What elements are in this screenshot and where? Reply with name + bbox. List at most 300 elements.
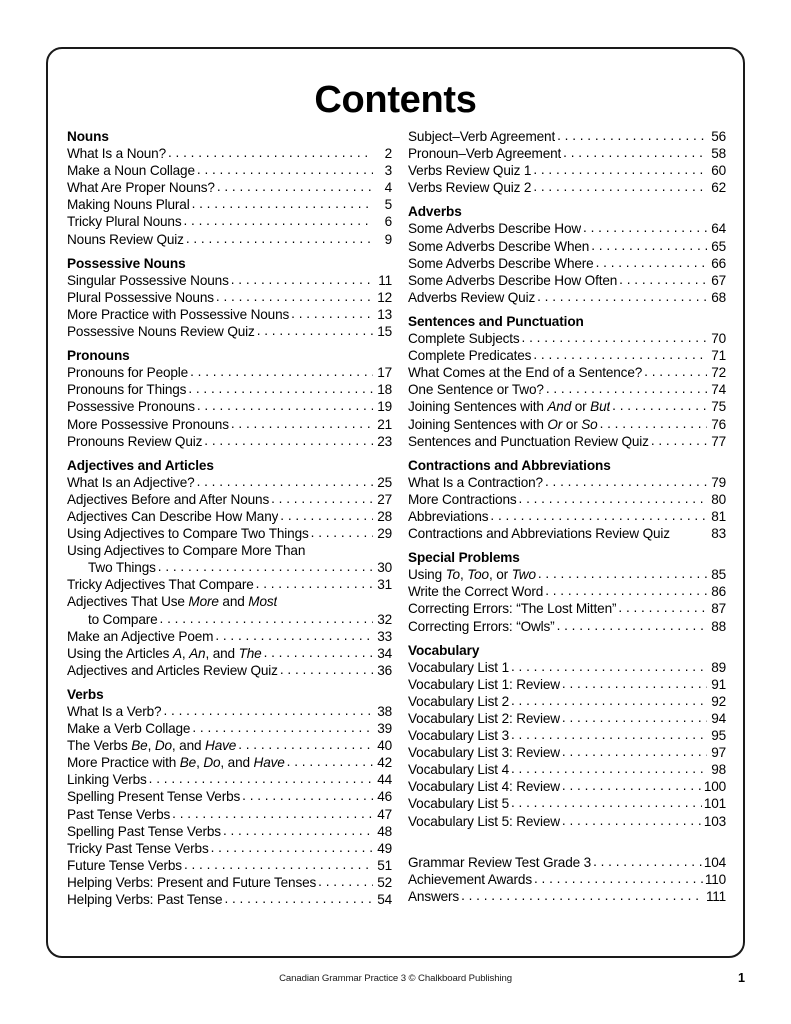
toc-entry[interactable] [408,381,726,398]
leader-dots [280,509,373,521]
toc-entry-page-number: 71 [711,348,726,364]
leader-dots [651,434,707,446]
toc-entry-page-number: 98 [711,762,726,778]
leader-dots [522,331,707,343]
toc-entry-page-number: 104 [703,854,726,870]
toc-entry-label: Vocabulary List 4 [408,762,509,778]
toc-entry[interactable] [408,255,726,272]
toc-entry-page-number: 103 [703,813,726,829]
toc-entry-page-number: 42 [377,755,392,771]
toc-entry-page-number: 85 [711,567,726,583]
toc-entry-label: Past Tense Verbs [67,806,171,822]
leader-dots [612,399,707,411]
leader-dots [257,324,373,336]
toc-entry-page-number: 44 [377,772,392,788]
toc-section [408,837,726,905]
section-heading: Adjectives and Articles [67,457,214,473]
toc-entry[interactable] [408,744,726,761]
toc-entry-label: Pronouns for Things [67,382,187,398]
toc-entry-page-number: 74 [711,382,726,398]
toc-entry-page-number: 25 [377,474,392,490]
toc-entry[interactable] [408,128,726,145]
toc-entry[interactable] [408,289,726,306]
toc-entry[interactable] [67,398,392,415]
toc-entry[interactable] [408,566,726,583]
section-heading: Contractions and Abbreviations [408,457,611,473]
toc-section [67,457,392,679]
toc-entry-label: More Practice with Possessive Nouns [67,306,290,322]
toc-entry-page-number: 38 [377,704,392,719]
toc-entry[interactable] [408,238,726,255]
toc-entry[interactable] [67,720,392,737]
toc-entry-label: Adverbs Review Quiz [408,289,536,305]
toc-entry-page-number: 89 [711,659,726,675]
toc-entry[interactable] [408,600,726,617]
toc-entry-page-number: 92 [711,693,726,709]
leader-dots [461,889,704,901]
leader-dots [264,646,373,658]
toc-entry[interactable] [67,162,392,179]
toc-entry[interactable] [408,676,726,693]
toc-entry-label: Make a Noun Collage [67,163,195,179]
leader-dots [149,772,373,784]
toc-entry-page-number: 101 [703,796,726,812]
toc-entry[interactable] [67,628,392,645]
leader-dots [211,841,373,853]
toc-section [408,549,726,634]
toc-entry-page-number: 28 [377,508,392,524]
toc-entry-page-number: 12 [377,289,392,305]
leader-dots [545,584,707,596]
toc-entry-page-number: 32 [377,611,392,627]
toc-entry[interactable] [408,491,726,508]
toc-entry-label: Correcting Errors: “The Lost Mitten” [408,601,617,617]
toc-columns [46,128,745,948]
toc-entry[interactable] [408,659,726,676]
toc-entry[interactable] [67,611,392,628]
leader-dots [188,382,373,394]
toc-entry-label: The Verbs Be, Do, and Have [67,738,237,754]
leader-dots [593,855,702,867]
toc-entry[interactable] [408,618,726,635]
leader-dots [591,239,707,251]
toc-entry-label: Using To, Too, or Two [408,567,536,583]
footer-page-number: 1 [737,971,745,985]
toc-entry-page-number: 49 [377,840,392,856]
leader-dots [619,273,707,285]
toc-entry[interactable] [408,364,726,381]
leader-dots [562,711,707,723]
toc-entry-page-number: 88 [711,618,726,634]
leader-dots [511,728,707,740]
toc-entry-page-number: 68 [711,289,726,305]
toc-entry-page-number: 2 [384,146,392,162]
toc-entry-page-number: 67 [711,272,726,288]
toc-entry-page-number: 36 [377,662,392,678]
toc-entry-label: What Is a Contraction? [408,474,543,490]
toc-entry-label: Vocabulary List 1: Review [408,676,560,692]
toc-entry-page-number: 54 [377,892,392,908]
toc-entry-label: Some Adverbs Describe When [408,238,590,254]
leader-dots [545,475,707,487]
toc-entry[interactable] [67,771,392,788]
leader-dots [184,214,374,226]
toc-entry-label: Pronouns Review Quiz [67,433,203,449]
toc-entry-label: Make a Verb Collage [67,721,191,737]
toc-entry[interactable] [67,645,392,662]
toc-entry[interactable] [408,433,726,450]
leader-dots [287,755,373,767]
toc-entry[interactable] [67,508,392,525]
toc-entry-page-number: 5 [384,197,392,213]
toc-entry[interactable] [408,416,726,433]
toc-entry[interactable] [67,840,392,857]
toc-entry[interactable] [67,213,392,230]
toc-entry-page-number: 47 [377,806,392,822]
toc-entry-label: Achievement Awards [408,871,532,887]
leader-dots [224,892,373,904]
toc-entry[interactable] [408,778,726,795]
toc-entry-label: Vocabulary List 4: Review [408,779,560,795]
toc-entry-page-number: 29 [377,526,392,542]
leader-dots [197,399,373,411]
toc-entry-page-number: 17 [377,365,392,381]
toc-entry-page-number: 75 [711,399,726,415]
toc-entry-page-number: 111 [705,888,726,904]
toc-entry[interactable] [67,179,392,196]
toc-section [408,203,726,306]
leader-dots [533,348,707,360]
toc-entry-label: Verbs Review Quiz 2 [408,180,532,196]
toc-section [408,642,726,830]
leader-dots [256,577,373,589]
leader-dots [163,704,373,716]
toc-entry[interactable] [67,823,392,840]
toc-entry-page-number: 4 [384,180,392,196]
leader-dots [231,273,373,285]
leader-dots [511,660,707,672]
toc-entry[interactable] [408,795,726,812]
toc-entry[interactable] [408,162,726,179]
toc-entry-label: Abbreviations [408,508,489,524]
toc-entry-page-number: 56 [711,129,726,144]
toc-entry-label: Complete Subjects [408,331,520,347]
toc-column-left [67,128,392,908]
toc-entry-label: Helping Verbs: Present and Future Tenses [67,874,317,890]
toc-entry[interactable] [67,737,392,754]
leader-dots [204,434,373,446]
leader-dots [215,629,373,641]
toc-entry-page-number: 87 [711,601,726,617]
toc-entry-label: Some Adverbs Describe How Often [408,272,618,288]
toc-entry-label: Using Adjectives to Compare Two Things [67,526,309,542]
leader-dots [537,290,707,302]
toc-entry-page-number: 110 [704,871,726,887]
toc-entry[interactable] [408,220,726,237]
toc-entry-page-number: 58 [711,146,726,162]
toc-entry-label: Vocabulary List 3: Review [408,745,560,761]
toc-entry-label: One Sentence or Two? [408,382,544,398]
toc-entry[interactable] [67,364,392,381]
toc-entry-page-number: 23 [377,433,392,449]
toc-section [67,128,392,248]
toc-entry-page-number: 13 [377,306,392,322]
toc-entry[interactable] [408,508,726,525]
toc-entry[interactable] [67,416,392,433]
toc-entry[interactable] [408,854,726,871]
toc-entry-page-number: 72 [711,365,726,381]
leader-dots [511,796,702,808]
toc-entry[interactable] [67,662,392,679]
toc-entry-label: Adjectives and Articles Review Quiz [67,662,278,678]
leader-dots [158,560,373,572]
toc-entry-page-number: 77 [711,433,726,449]
toc-entry[interactable] [408,710,726,727]
toc-entry-label: Grammar Review Test Grade 3 [408,854,592,870]
toc-entry-label: Joining Sentences with Or or So [408,416,598,432]
toc-entry[interactable] [67,272,392,289]
toc-entry-page-number: 97 [711,745,726,761]
toc-entry[interactable] [67,306,392,323]
leader-dots [538,567,707,579]
toc-entry[interactable] [67,491,392,508]
toc-entry-label: More Practice with Be, Do, and Have [67,755,285,771]
toc-entry-page-number: 40 [377,738,392,754]
toc-entry[interactable] [408,525,726,542]
toc-entry-page-number: 64 [711,221,726,237]
toc-entry-label: Adjectives That Use More and Most [67,594,278,610]
toc-entry-label: What Is an Adjective? [67,474,195,490]
leader-dots [490,509,707,521]
toc-entry[interactable] [67,857,392,874]
toc-entry-label: What Are Proper Nouns? [67,180,215,196]
toc-entry[interactable] [67,525,392,542]
toc-entry[interactable] [67,559,392,576]
leader-dots [533,163,707,175]
toc-entry[interactable] [67,231,392,248]
toc-entry-page-number: 21 [377,416,392,432]
toc-entry-label: Tricky Plural Nouns [67,214,182,230]
toc-entry-page-number: 34 [377,645,392,661]
toc-entry-label: Write the Correct Word [408,584,544,600]
toc-entry-page-number: 81 [711,508,726,524]
toc-entry-page-number: 94 [711,711,726,726]
leader-dots [168,146,373,158]
toc-entry-label: Possessive Nouns Review Quiz [67,324,255,340]
leader-dots [311,526,373,538]
toc-entry[interactable] [67,542,392,559]
toc-entry-label: More Contractions [408,491,517,507]
toc-entry[interactable] [67,474,392,491]
toc-entry-label: Possessive Pronouns [67,399,195,415]
page-footer [0,972,791,992]
toc-section [408,128,726,196]
toc-entry-page-number: 9 [384,231,392,247]
toc-section [408,457,726,542]
toc-entry-page-number: 70 [711,331,726,347]
toc-entry-label: Vocabulary List 2: Review [408,711,560,726]
toc-entry[interactable] [408,871,726,888]
toc-entry-label: Vocabulary List 3 [408,728,509,744]
toc-entry-label: What Is a Noun? [67,146,166,162]
leader-dots [216,290,373,302]
leader-dots [242,789,373,801]
footer-credit: Canadian Grammar Practice 3 © Chalkboard Publishing [279,973,512,984]
toc-entry[interactable] [408,888,726,905]
toc-entry[interactable] [408,583,726,600]
leader-dots [618,601,707,613]
toc-entry-page-number: 31 [377,577,392,593]
toc-entry-page-number: 83 [711,526,726,542]
toc-entry[interactable] [408,727,726,744]
section-heading: Vocabulary [408,642,480,658]
toc-entry[interactable] [408,272,726,289]
leader-dots [190,365,373,377]
leader-dots [160,612,373,624]
toc-entry-label: Nouns Review Quiz [67,231,184,247]
leader-dots [197,163,373,175]
toc-entry-label: Pronoun–Verb Agreement [408,146,562,162]
toc-entry-label: Adjectives Before and After Nouns [67,491,270,507]
leader-dots [279,594,373,606]
toc-entry-label: Spelling Present Tense Verbs [67,789,241,805]
toc-section [67,347,392,450]
toc-entry[interactable] [67,323,392,340]
toc-entry-page-number: 3 [384,163,392,179]
toc-entry-label: More Possessive Pronouns [67,416,229,432]
toc-entry-label: Spelling Past Tense Verbs [67,823,221,839]
toc-entry-label: Two Things [88,560,156,576]
toc-entry-page-number: 27 [377,491,392,507]
leader-dots [563,146,707,158]
toc-entry[interactable] [67,433,392,450]
toc-entry-page-number: 65 [711,238,726,254]
toc-entry-label: What Comes at the End of a Sentence? [408,365,643,381]
toc-entry-page-number: 15 [377,324,392,340]
leader-dots [511,694,707,706]
toc-entry-page-number: 100 [703,779,726,795]
page-title: Contents [314,79,477,122]
leader-dots [280,663,373,675]
leader-dots [231,417,373,429]
toc-entry-label: Subject–Verb Agreement [408,129,556,144]
section-heading: Possessive Nouns [67,255,186,271]
toc-entry[interactable] [67,754,392,771]
toc-entry-label: Some Adverbs Describe How [408,221,582,237]
toc-entry[interactable] [67,593,392,610]
toc-entry[interactable] [67,788,392,805]
toc-entry-label: Helping Verbs: Past Tense [67,892,223,908]
toc-entry-page-number: 39 [377,721,392,737]
leader-dots [583,221,707,233]
toc-entry-label: Complete Predicates [408,348,532,364]
toc-entry[interactable] [67,891,392,908]
toc-entry[interactable] [67,196,392,213]
section-heading: Verbs [67,686,104,702]
leader-dots [184,858,373,870]
leader-dots [562,779,702,791]
toc-entry-label: Tricky Adjectives That Compare [67,577,254,593]
section-heading: Adverbs [408,204,462,220]
toc-entry[interactable] [408,347,726,364]
toc-entry-page-number: 52 [377,874,392,890]
toc-entry-label: Using the Articles A, An, and The [67,645,262,661]
toc-entry[interactable] [408,693,726,710]
leader-dots [291,307,373,319]
leader-dots [562,677,707,689]
leader-dots [197,475,373,487]
toc-entry-label: Singular Possessive Nouns [67,272,229,288]
leader-dots [318,875,373,887]
leader-dots [596,256,707,268]
section-heading: Nouns [67,129,109,144]
leader-dots [192,197,373,209]
leader-dots [600,417,707,429]
toc-entry-page-number: 60 [711,163,726,179]
toc-entry-page-number: 95 [711,728,726,744]
toc-entry-page-number: 30 [377,560,392,576]
toc-entry-page-number: 91 [711,676,726,692]
toc-entry-page-number: 66 [711,255,726,271]
toc-entry[interactable] [67,874,392,891]
toc-entry-label: Using Adjectives to Compare More Than [67,543,306,559]
leader-dots [644,365,707,377]
leader-dots [511,762,707,774]
toc-entry[interactable] [67,381,392,398]
toc-entry-label: Adjectives Can Describe How Many [67,508,279,524]
toc-entry[interactable] [408,761,726,778]
toc-entry-page-number: 86 [711,584,726,600]
toc-entry-label: Verbs Review Quiz 1 [408,163,532,179]
toc-entry-page-number: 6 [384,214,392,230]
toc-entry-label: Joining Sentences with And or But [408,399,611,415]
toc-section [67,686,392,908]
toc-entry-page-number: 19 [377,399,392,415]
toc-entry[interactable] [408,330,726,347]
toc-entry-label: Answers [408,888,460,904]
leader-dots [672,526,707,538]
toc-entry[interactable] [408,179,726,196]
toc-entry[interactable] [67,289,392,306]
toc-entry-label: Vocabulary List 5 [408,796,509,812]
toc-entry-page-number: 79 [711,474,726,490]
toc-entry-label: Linking Verbs [67,772,147,788]
toc-entry-page-number: 76 [711,416,726,432]
toc-entry-label: Plural Possessive Nouns [67,289,214,305]
toc-entry-page-number: 48 [377,823,392,839]
toc-entry-label: Vocabulary List 2 [408,693,509,709]
toc-entry-page-number: 62 [711,180,726,196]
leader-dots [562,814,702,826]
toc-column-right [408,128,726,905]
section-heading: Special Problems [408,550,520,566]
toc-entry-label: Sentences and Punctuation Review Quiz [408,433,649,449]
leader-dots [238,738,373,750]
leader-dots [172,807,373,819]
toc-entry-page-number: 33 [377,628,392,644]
toc-entry[interactable] [67,576,392,593]
toc-entry[interactable] [67,145,392,162]
toc-entry[interactable] [408,398,726,415]
toc-entry[interactable] [408,474,726,491]
toc-entry[interactable] [408,145,726,162]
toc-entry[interactable] [67,806,392,823]
toc-entry-page-number: 11 [378,272,392,288]
toc-entry[interactable] [408,813,726,830]
toc-entry-page-number: 18 [377,382,392,398]
toc-entry-page-number: 51 [377,857,392,873]
toc-entry[interactable] [67,703,392,720]
